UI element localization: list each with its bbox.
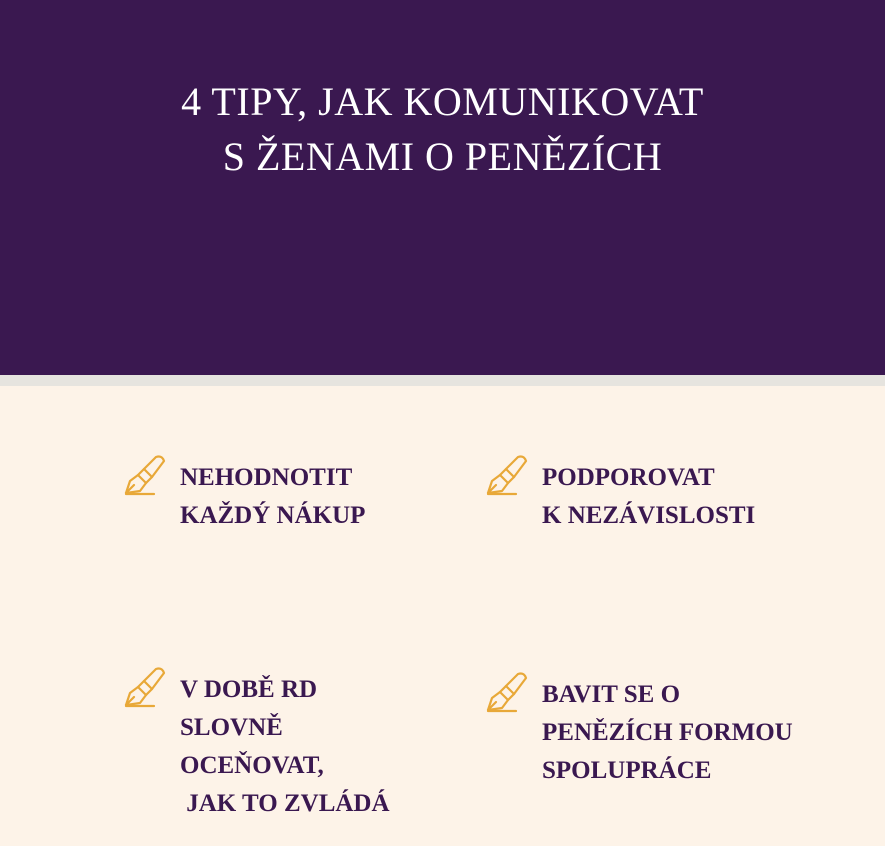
tip-1: [124, 459, 365, 535]
tip-text: V DOBĚ RD SLOVNĚ OCEŇOVAT, JAK TO ZVLÁDÁ: [180, 676, 390, 817]
pen-icon: [124, 665, 168, 709]
tip-text: PODPOROVAT K NEZÁVISLOSTI: [542, 464, 756, 529]
pen-icon: [486, 670, 530, 714]
page-title: [0, 74, 885, 184]
pen-icon: [486, 453, 530, 497]
tip-4: [486, 676, 793, 790]
pen-icon: [124, 453, 168, 497]
tip-text: BAVIT SE O PENĚZÍCH FORMOU SPOLUPRÁCE: [542, 681, 793, 784]
tip-2: [486, 459, 755, 535]
title-line-1: 4 TIPY, JAK KOMUNIKOVAT: [181, 79, 704, 124]
divider-band: [0, 375, 885, 386]
tip-text: NEHODNOTIT KAŽDÝ NÁKUP: [180, 464, 366, 529]
title-line-2: S ŽENAMI O PENĚZÍCH: [222, 134, 663, 179]
header-banner: [0, 0, 885, 375]
tip-3: [124, 671, 390, 823]
